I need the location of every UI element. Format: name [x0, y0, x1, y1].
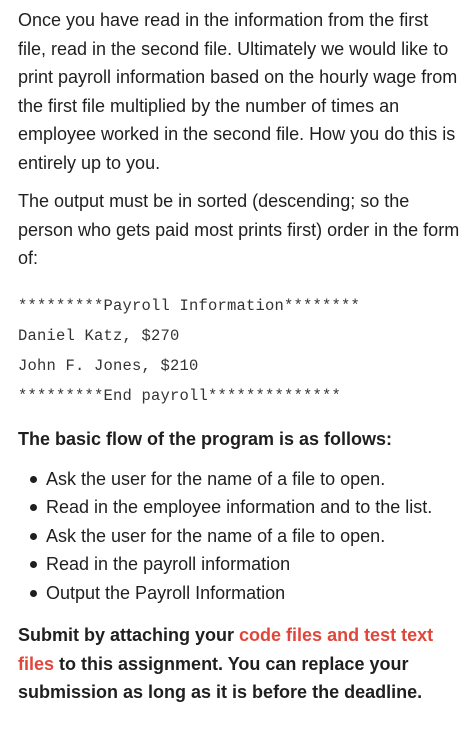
submission-suffix: to this assignment. You can replace your submission as long as it is before the deadline.	[18, 653, 423, 702]
intro-paragraph: Once you have read in the information from the first file, read in the second file. Ultimately we would like to print payroll information based on the hourly wage from the first file multiplied by the number of times an employee worked in the second file. How you do this is entirely up to you.	[18, 10, 458, 173]
flow-item-text: Output the Payroll Information	[46, 582, 286, 603]
flow-list	[18, 465, 460, 608]
submission-note	[18, 621, 460, 707]
flow-heading: The basic flow of the program is as follows:	[18, 428, 393, 449]
flow-list-item	[18, 522, 460, 551]
sample-output-header: *********Payroll Information********	[18, 296, 361, 315]
flow-list-item	[18, 550, 460, 579]
submission-prefix: Submit by attaching your	[18, 625, 240, 645]
flow-item-text: Read in the employee information and to the list.	[46, 497, 433, 517]
flow-item-text: Read in the payroll information	[46, 554, 291, 574]
flow-list-item	[18, 465, 460, 494]
bullet-icon	[30, 561, 37, 568]
bullet-icon	[30, 590, 37, 597]
sample-output	[18, 291, 460, 411]
bullet-icon	[30, 533, 37, 540]
sample-output-row: Daniel Katz, $270	[18, 326, 180, 345]
bullet-icon	[30, 504, 37, 511]
output-format-paragraph: The output must be in sorted (descending; so the person who gets paid most prints first) order in the form of:	[18, 191, 460, 268]
flow-item-text: Ask the user for the name of a file to open.	[46, 468, 386, 489]
flow-item-text: Ask the user for the name of a file to open.	[46, 525, 386, 546]
flow-list-item	[18, 579, 460, 608]
flow-list-item	[18, 493, 460, 522]
sample-output-footer: *********End payroll**************	[18, 386, 342, 405]
sample-output-row: John F. Jones, $210	[18, 356, 199, 375]
bullet-icon	[30, 476, 37, 483]
code-files-link[interactable]: code files and test text files	[18, 625, 434, 674]
